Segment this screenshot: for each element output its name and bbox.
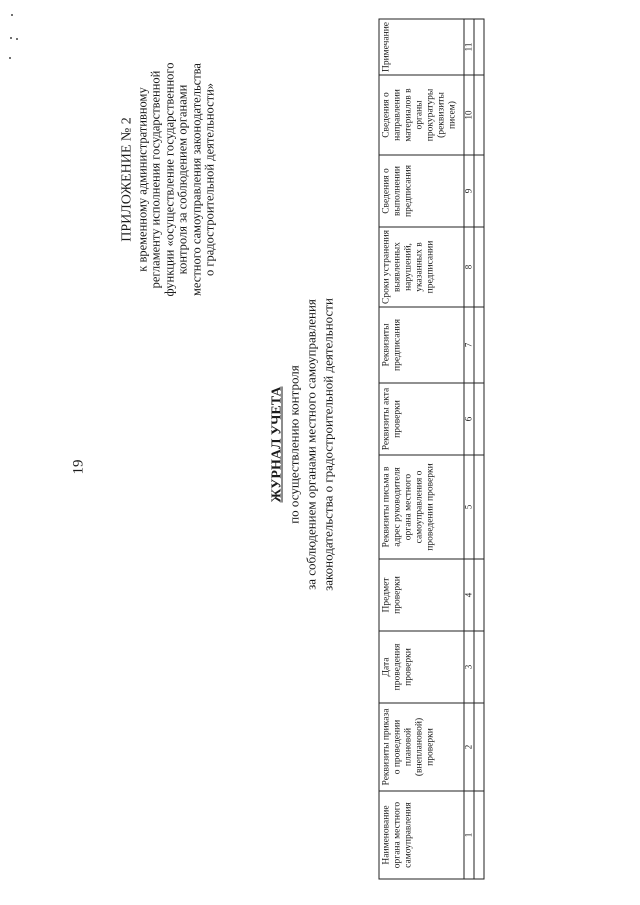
scan-speck <box>9 57 11 59</box>
table-cell <box>474 383 484 455</box>
column-number: 11 <box>464 19 474 75</box>
table-cell <box>474 227 484 307</box>
column-header: Сведения о выполнении предписания <box>379 155 464 227</box>
journal-subtitle-line: законодательства о градостроительной деятельности <box>320 298 336 591</box>
journal-heading-block <box>269 210 337 680</box>
table-cell <box>474 19 484 75</box>
column-number: 5 <box>464 455 474 559</box>
column-number: 4 <box>464 559 474 631</box>
table-cell <box>474 75 484 155</box>
column-number: 6 <box>464 383 474 455</box>
appendix-heading: ПРИЛОЖЕНИЕ № 2 <box>119 117 135 242</box>
column-number: 3 <box>464 631 474 703</box>
column-number: 10 <box>464 75 474 155</box>
column-number: 2 <box>464 703 474 791</box>
column-header: Реквизиты предписания <box>379 307 464 383</box>
appendix-block <box>121 15 218 345</box>
table-cell <box>474 791 484 879</box>
journal-title: ЖУРНАЛ УЧЕТА <box>269 386 285 503</box>
appendix-line: о градостроительной деятельности» <box>202 82 217 277</box>
table-cell <box>474 703 484 791</box>
column-header: Реквизиты письма в адрес руководителя органа местного самоуправления о проведении проверки <box>379 455 464 559</box>
appendix-line: функции «осуществление государственного <box>162 62 176 297</box>
column-number: 7 <box>464 307 474 383</box>
scan-speck <box>11 14 13 16</box>
rotated-document-page <box>1 0 640 905</box>
table-cell <box>474 455 484 559</box>
journal-table <box>379 19 485 880</box>
table-cell <box>474 631 484 703</box>
column-header: Примечание <box>379 19 464 75</box>
scan-speck <box>16 38 18 40</box>
column-number: 8 <box>464 227 474 307</box>
appendix-line: местного самоуправления законодательства <box>189 63 203 296</box>
column-header: Предмет проверки <box>379 559 464 631</box>
table-cell <box>474 307 484 383</box>
column-header: Дата проведения проверки <box>379 631 464 703</box>
column-number: 9 <box>464 155 474 227</box>
column-header: Сведения о направлении материалов в органы прокуратуры (реквизиты писем) <box>379 75 464 155</box>
journal-subtitle-line: за соблюдением органами местного самоуправления <box>303 299 319 590</box>
appendix-line: контроля за соблюдением органами <box>175 84 190 275</box>
appendix-line: к временному административному <box>135 87 149 272</box>
table-cell <box>474 155 484 227</box>
appendix-line: регламенту исполнения государственной <box>148 70 163 289</box>
table-header-row <box>379 19 464 879</box>
journal-subtitle-line: по осуществлению контроля <box>286 365 302 524</box>
column-header: Реквизиты акта проверки <box>379 383 464 455</box>
column-number: 1 <box>464 791 474 879</box>
table-number-row <box>464 19 474 879</box>
column-header: Сроки устранения выявленных нарушений, указанных в предписании <box>379 227 464 307</box>
table-cell <box>474 559 484 631</box>
column-header: Наименование органа местного самоуправления <box>379 791 464 879</box>
table-empty-row <box>474 19 484 879</box>
page-number: 19 <box>70 459 87 475</box>
column-header: Реквизиты приказа о проведении плановой (внеплановой) проверки <box>379 703 464 791</box>
scan-speck <box>10 37 12 39</box>
